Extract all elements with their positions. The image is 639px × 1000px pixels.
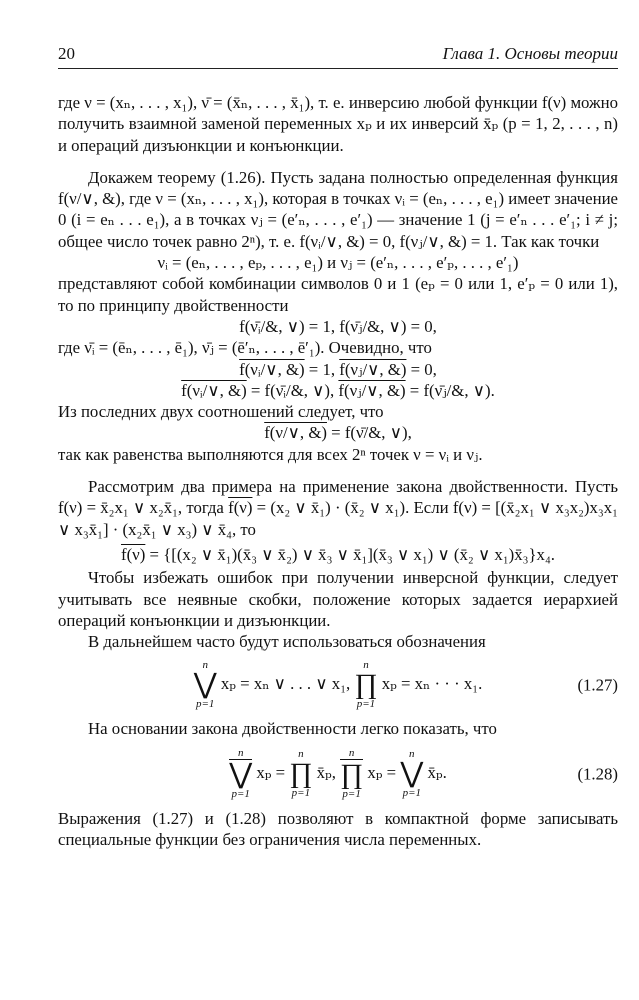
page-number: 20	[58, 44, 75, 63]
equation-1-27-body: n ⋁ p=1 xₚ = xₙ ∨ . . . ∨ x₁, n ∏ p=1 xₚ = xₙ · · · x₁.	[193, 659, 483, 711]
page-body	[58, 92, 618, 850]
paragraph-10: На основании закона двойственности легко показать, что	[88, 719, 497, 739]
paragraph-3: представляют собой комбинации символов 0 и 1 (eₚ = 0 или 1, e′ₚ = 0 или 1), то по принципу двойственности	[58, 274, 618, 315]
paragraph-6: так как равенства выполняются для всех 2ⁿ точек ν = νᵢ и νⱼ.	[58, 444, 483, 464]
chapter-title: Глава 1. Основы теории	[442, 44, 618, 63]
big-product-operator: n ∏ p=1	[354, 659, 378, 711]
paragraph-5: Из последних двух соотношений следует, что	[58, 402, 384, 422]
paragraph-8: Чтобы избежать ошибок при получении инверсной функции, следует учитывать все неявные скобки, положение которых задается иерархией операций конъюнкции и дизъюнкции.	[58, 568, 618, 630]
formula-general-duality: f(ν/∨, &) = f(ν̄/&, ∨),	[264, 423, 412, 443]
paragraph-4: где ν̄ᵢ = (ēₙ, . . . , ē₁), ν̄ⱼ = (ē′ₙ, . . . , ē′₁). Очевидно, что	[58, 338, 432, 358]
equation-1-27	[58, 660, 618, 710]
big-product-operator: n ∏ p=1	[289, 747, 313, 799]
equation-number-1-28: (1.28)	[577, 764, 618, 784]
paragraph-9: В дальнейшем часто будут использоваться обозначения	[88, 632, 486, 652]
big-product-operator-inverted: n ∏ p=1	[340, 746, 364, 800]
paragraph-11: Выражения (1.27) и (1.28) позволяют в компактной форме записывать специальные функции без ограничения числа переменных.	[58, 808, 618, 850]
paragraph-7: Рассмотрим два примера на применение закона двойственности. Пусть f(ν) = x̄₂x₁ ∨ x₂x̄₁, тогда f(ν) = (x₂ ∨ x̄₁) · (x̄₂ ∨ x₁). Если f(ν) = [(x̄₂x₁ ∨ x₃x₂)x₃x₁ ∨ x₃x̄₁] · (x₂x̄₁ ∨ x₃) ∨ x̄₄, то	[58, 477, 619, 539]
paragraph-2: Докажем теорему (1.26). Пусть задана полностью определенная функция f(ν/∨, &), где ν = (xₙ, . . . , x₁), которая в точках νᵢ = (eₙ, . . . , e₁) имеет значение 0 (i = eₙ . . . e₁), а в точках νⱼ = (e′ₙ, . . . , e′₁) — значение 1 (j = e′ₙ . . . e′₁; i ≠ j; общее число точек равно 2ⁿ), т. е. f(νᵢ/∨, &) = 0, f(νⱼ/∨, &) = 1. Так как точки	[58, 167, 618, 251]
formula-inversion-values: f(νᵢ/∨, &) = 1, f(νⱼ/∨, &) = 0,	[239, 359, 437, 379]
paragraph-1: где ν = (xₙ, . . . , x₁), ν̄ = (x̄ₙ, . . . , x̄₁), т. е. инверсию любой функции f(ν) можно получить взаимной заменой переменных xₚ и их инверсий x̄ₚ (p = 1, 2, . . . , n) и операций дизъюнкции и конъюнкции.	[58, 93, 618, 155]
big-disjunction-operator-inverted: n ⋁ p=1	[229, 746, 253, 800]
formula-duality: f(ν̄ᵢ/&, ∨) = 1, f(ν̄ⱼ/&, ∨) = 0,	[239, 316, 437, 336]
formula-points: νᵢ = (eₙ, . . . , eₚ, . . . , e₁) и νⱼ = (e′ₙ, . . . , e′ₚ, . . . , e′₁)	[157, 253, 519, 273]
equation-1-28	[58, 748, 618, 800]
equation-1-28-body: n ⋁ p=1 xₚ = n ∏ p=1 x̄ₚ, n ∏ p=1 xₚ = n ⋁ p=1 x̄ₚ.	[229, 746, 447, 800]
formula-inversion-equality: f(νᵢ/∨, &) = f(ν̄ᵢ/&, ∨), f(νⱼ/∨, &) = f(ν̄ⱼ/&, ∨).	[181, 380, 495, 400]
big-disjunction-operator: n ⋁ p=1	[193, 659, 217, 711]
equation-number-1-27: (1.27)	[577, 675, 618, 695]
page-header	[58, 42, 618, 69]
formula-example-2: f(ν) = {[(x₂ ∨ x̄₁)(x̄₃ ∨ x̄₂) ∨ x̄₃ ∨ x̄₁](x̄₃ ∨ x₁) ∨ (x̄₂ ∨ x₁)x̄₃}x₄.	[120, 544, 555, 564]
big-disjunction-operator: n ⋁ p=1	[400, 747, 424, 799]
